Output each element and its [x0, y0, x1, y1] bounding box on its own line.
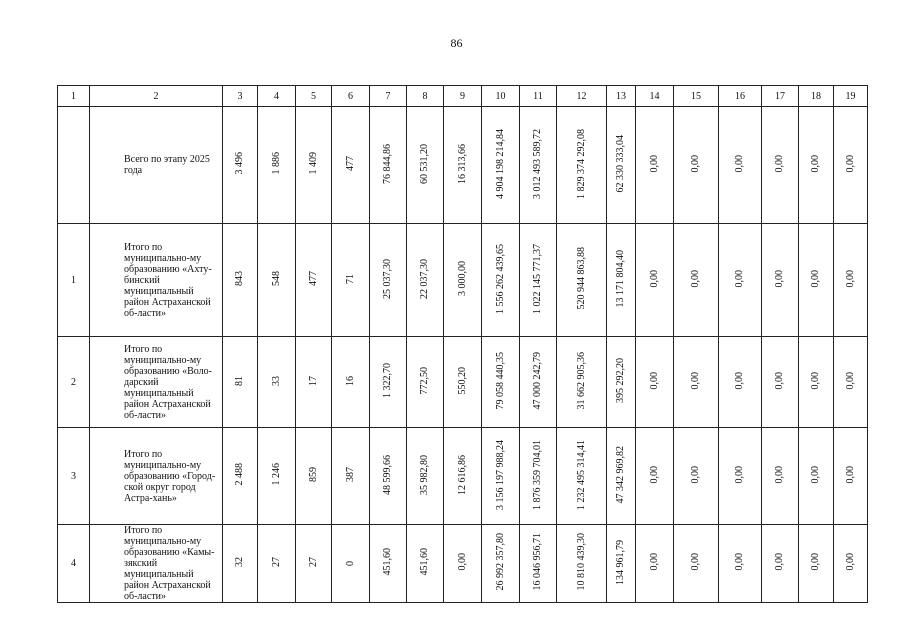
value-cell-col-6 — [332, 428, 370, 525]
value-text: 0,00 — [690, 465, 701, 484]
value-text: 16 — [344, 375, 356, 386]
value-cell-col-13 — [607, 428, 636, 525]
value-text: 1 829 374 292,08 — [575, 128, 587, 199]
value-cell-col-11 — [520, 428, 557, 525]
value-cell-col-9 — [444, 224, 482, 337]
value-cell-col-13 — [607, 107, 636, 224]
value-cell-col-16 — [719, 107, 762, 224]
value-cell-col-11 — [520, 337, 557, 428]
column-header-5: 5 — [296, 86, 332, 107]
value-cell-col-9 — [444, 428, 482, 525]
value-cell-col-11 — [520, 525, 557, 603]
column-header-11: 11 — [520, 86, 557, 107]
value-cell-col-4 — [258, 428, 296, 525]
row-number: 1 — [58, 224, 90, 337]
value-text: 0,00 — [648, 465, 660, 484]
value-text: 1 246 — [270, 463, 282, 486]
value-cell-col-19 — [834, 428, 868, 525]
value-text: 79 058 440,35 — [494, 351, 506, 410]
value-text: 3 156 197 988,24 — [494, 439, 506, 510]
value-cell-col-18 — [799, 428, 834, 525]
value-cell-col-5 — [296, 337, 332, 428]
value-text: 16 313,66 — [456, 143, 468, 184]
value-text: 0,00 — [774, 371, 785, 390]
value-text: 17 — [307, 375, 319, 386]
value-text: 12 616,86 — [456, 454, 468, 495]
value-cell-col-17 — [762, 107, 799, 224]
value-cell-col-13 — [607, 224, 636, 337]
value-text: 27 — [307, 557, 319, 567]
value-cell-col-5 — [296, 107, 332, 224]
value-text: 772,50 — [419, 366, 430, 395]
value-text: 47 000 242,79 — [532, 351, 543, 410]
value-cell-col-3 — [223, 107, 258, 224]
column-header-7: 7 — [370, 86, 407, 107]
page-number: 86 — [450, 36, 463, 50]
value-cell-col-18 — [799, 107, 834, 224]
column-header-8: 8 — [407, 86, 444, 107]
value-cell-col-16 — [719, 337, 762, 428]
value-text: 0,00 — [648, 553, 660, 571]
value-cell-col-18 — [799, 337, 834, 428]
column-header-12: 12 — [557, 86, 607, 107]
row-name — [90, 428, 223, 525]
value-cell-col-6 — [332, 107, 370, 224]
value-text: 0,00 — [810, 154, 821, 173]
value-text: 0,00 — [844, 269, 856, 288]
value-text: 0,00 — [774, 553, 785, 571]
value-text: 0,00 — [844, 553, 856, 571]
value-cell-col-8 — [407, 337, 444, 428]
value-text: 0,00 — [844, 154, 856, 173]
value-text: 1 876 359 704,01 — [532, 439, 543, 510]
value-cell-col-7 — [370, 224, 407, 337]
value-cell-col-6 — [332, 525, 370, 603]
row-number: 4 — [58, 525, 90, 603]
value-text: 76 844,86 — [382, 143, 393, 184]
value-text: 0,00 — [648, 154, 660, 173]
value-cell-col-9 — [444, 525, 482, 603]
value-text: 451,60 — [382, 548, 393, 576]
value-text: 71 — [344, 273, 356, 284]
value-text: 22 037,30 — [419, 258, 430, 299]
value-cell-col-3 — [223, 224, 258, 337]
value-cell-col-19 — [834, 337, 868, 428]
value-cell-col-3 — [223, 428, 258, 525]
column-header-2: 2 — [90, 86, 223, 107]
value-cell-col-14 — [636, 428, 674, 525]
column-header-18: 18 — [799, 86, 834, 107]
value-cell-col-7 — [370, 337, 407, 428]
value-text: 0,00 — [734, 154, 745, 173]
column-header-15: 15 — [674, 86, 719, 107]
value-text: 0,00 — [648, 371, 660, 390]
value-text: 81 — [234, 375, 245, 386]
value-cell-col-3 — [223, 337, 258, 428]
value-cell-col-15 — [674, 337, 719, 428]
row-name — [90, 107, 223, 224]
column-header-3: 3 — [223, 86, 258, 107]
value-cell-col-5 — [296, 525, 332, 603]
value-cell-col-4 — [258, 224, 296, 337]
value-cell-col-10 — [482, 337, 520, 428]
row-name-text: Итого по муниципально-му образованию «Камы-зякский муниципальный район Астраханской об-ласти» — [124, 525, 215, 602]
value-cell-col-16 — [719, 525, 762, 603]
value-text: 1 022 145 771,37 — [532, 243, 543, 314]
value-text: 1 556 262 439,65 — [494, 243, 506, 314]
value-text: 3 000,00 — [456, 261, 468, 296]
column-header-4: 4 — [258, 86, 296, 107]
table-row — [58, 525, 868, 603]
value-text: 477 — [307, 271, 319, 286]
value-text: 0,00 — [810, 269, 821, 288]
value-cell-col-13 — [607, 337, 636, 428]
value-cell-col-17 — [762, 337, 799, 428]
value-text: 0,00 — [734, 465, 745, 484]
value-cell-col-11 — [520, 224, 557, 337]
value-text: 477 — [344, 156, 356, 171]
row-number: 2 — [58, 337, 90, 428]
value-text: 1 232 495 314,41 — [575, 439, 587, 510]
value-text: 0,00 — [734, 269, 745, 288]
value-text: 0,00 — [456, 553, 468, 571]
value-text: 548 — [270, 271, 282, 286]
value-cell-col-5 — [296, 428, 332, 525]
value-cell-col-7 — [370, 525, 407, 603]
table-header-row — [58, 86, 868, 107]
value-cell-col-17 — [762, 428, 799, 525]
row-number: 3 — [58, 428, 90, 525]
row-name — [90, 224, 223, 337]
column-header-19: 19 — [834, 86, 868, 107]
column-header-13: 13 — [607, 86, 636, 107]
value-text: 3 012 493 589,72 — [532, 128, 543, 199]
value-cell-col-19 — [834, 525, 868, 603]
value-text: 1 409 — [307, 152, 319, 175]
value-text: 387 — [344, 467, 356, 482]
value-cell-col-5 — [296, 224, 332, 337]
value-text: 48 599,66 — [382, 454, 393, 495]
value-text: 27 — [270, 557, 282, 567]
value-cell-col-13 — [607, 525, 636, 603]
value-text: 550,20 — [456, 366, 468, 395]
value-cell-col-7 — [370, 107, 407, 224]
value-cell-col-19 — [834, 224, 868, 337]
value-text: 0,00 — [734, 553, 745, 571]
row-name — [90, 337, 223, 428]
column-header-16: 16 — [719, 86, 762, 107]
value-text: 31 662 905,36 — [575, 351, 587, 410]
value-cell-col-8 — [407, 525, 444, 603]
column-header-6: 6 — [332, 86, 370, 107]
value-cell-col-10 — [482, 224, 520, 337]
value-cell-col-16 — [719, 224, 762, 337]
value-cell-col-8 — [407, 107, 444, 224]
value-text: 0,00 — [774, 269, 785, 288]
value-text: 395 292,20 — [615, 358, 626, 403]
value-text: 0,00 — [690, 371, 701, 390]
row-name-text: Итого по муниципально-му образованию «Город-ской округ город Астра-хань» — [124, 448, 216, 504]
value-cell-col-4 — [258, 337, 296, 428]
value-text: 0,00 — [810, 371, 821, 390]
row-name-text: Итого по муниципально-му образованию «Воло-дарский муниципальный район Астраханской об-ласти» — [124, 343, 212, 421]
value-cell-col-16 — [719, 428, 762, 525]
column-header-1: 1 — [58, 86, 90, 107]
value-cell-col-18 — [799, 224, 834, 337]
value-text: 0,00 — [690, 553, 701, 571]
value-cell-col-17 — [762, 224, 799, 337]
value-text: 0,00 — [690, 269, 701, 288]
row-name — [90, 525, 223, 603]
value-text: 0,00 — [844, 371, 856, 390]
value-text: 134 961,79 — [615, 539, 626, 585]
value-text: 16 046 956,71 — [532, 533, 543, 591]
value-text: 0,00 — [690, 154, 701, 173]
value-text: 1 886 — [270, 152, 282, 175]
value-cell-col-6 — [332, 337, 370, 428]
value-cell-col-3 — [223, 525, 258, 603]
value-cell-col-19 — [834, 107, 868, 224]
value-cell-col-9 — [444, 107, 482, 224]
value-cell-col-10 — [482, 525, 520, 603]
value-cell-col-7 — [370, 428, 407, 525]
table-row — [58, 337, 868, 428]
value-text: 25 037,30 — [382, 258, 393, 299]
value-text: 2 488 — [234, 463, 245, 486]
value-text: 0,00 — [648, 269, 660, 288]
value-text: 26 992 357,80 — [494, 533, 506, 591]
value-cell-col-15 — [674, 107, 719, 224]
value-text: 62 330 333,04 — [615, 134, 626, 193]
value-text: 3 496 — [234, 152, 245, 175]
value-cell-col-11 — [520, 107, 557, 224]
value-text: 843 — [234, 271, 245, 286]
value-cell-col-12 — [557, 525, 607, 603]
value-cell-col-4 — [258, 107, 296, 224]
value-cell-col-8 — [407, 224, 444, 337]
value-cell-col-8 — [407, 428, 444, 525]
value-text: 520 944 863,88 — [575, 247, 587, 310]
column-header-17: 17 — [762, 86, 799, 107]
value-cell-col-4 — [258, 525, 296, 603]
value-text: 0,00 — [774, 154, 785, 173]
table-row — [58, 428, 868, 525]
value-text: 32 — [234, 557, 245, 567]
value-cell-col-9 — [444, 337, 482, 428]
value-text: 60 531,20 — [419, 143, 430, 184]
row-name-text: Итого по муниципально-му образованию «Ахту-бинский муниципальный район Астраханской об-ласти» — [124, 241, 212, 319]
value-text: 859 — [307, 467, 319, 482]
value-cell-col-14 — [636, 525, 674, 603]
value-cell-col-14 — [636, 224, 674, 337]
value-cell-col-12 — [557, 107, 607, 224]
value-text: 0 — [344, 561, 356, 566]
value-text: 1 322,70 — [382, 363, 393, 398]
value-cell-col-15 — [674, 224, 719, 337]
value-text: 0,00 — [810, 553, 821, 571]
value-cell-col-17 — [762, 525, 799, 603]
value-cell-col-14 — [636, 337, 674, 428]
column-header-14: 14 — [636, 86, 674, 107]
table-row — [58, 107, 868, 224]
value-text: 33 — [270, 375, 282, 386]
value-cell-col-10 — [482, 428, 520, 525]
value-text: 4 904 198 214,84 — [494, 128, 506, 199]
column-header-10: 10 — [482, 86, 520, 107]
value-cell-col-12 — [557, 224, 607, 337]
value-text: 451,60 — [419, 548, 430, 576]
report-table — [57, 85, 868, 603]
table-row — [58, 224, 868, 337]
row-name-text: Всего по этапу 2025 года — [124, 154, 210, 176]
value-text: 0,00 — [810, 465, 821, 484]
value-text: 0,00 — [774, 465, 785, 484]
value-text: 10 810 439,30 — [575, 533, 587, 591]
value-cell-col-12 — [557, 337, 607, 428]
value-cell-col-14 — [636, 107, 674, 224]
row-number — [58, 107, 90, 224]
value-text: 0,00 — [844, 465, 856, 484]
value-cell-col-10 — [482, 107, 520, 224]
value-text: 35 982,80 — [419, 454, 430, 495]
value-cell-col-6 — [332, 224, 370, 337]
value-text: 0,00 — [734, 371, 745, 390]
value-cell-col-18 — [799, 525, 834, 603]
value-text: 13 171 804,40 — [615, 249, 626, 308]
value-cell-col-15 — [674, 525, 719, 603]
value-cell-col-15 — [674, 428, 719, 525]
value-cell-col-12 — [557, 428, 607, 525]
column-header-9: 9 — [444, 86, 482, 107]
value-text: 47 342 969,82 — [615, 445, 626, 504]
